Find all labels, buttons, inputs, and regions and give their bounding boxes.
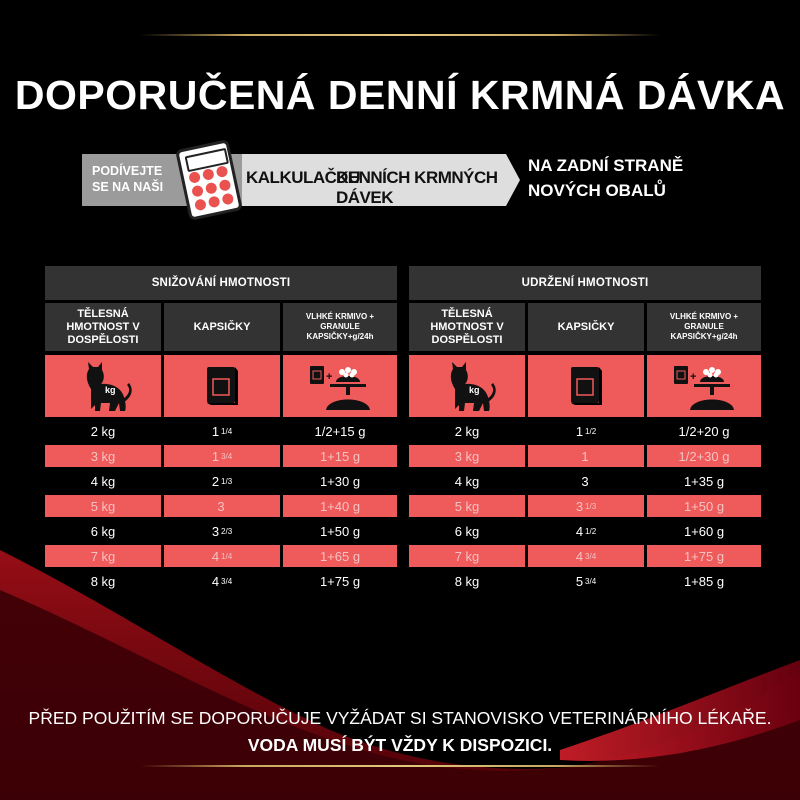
weight-cell: 8 kg bbox=[90, 573, 116, 589]
kg-label: kg bbox=[469, 385, 480, 395]
pouch-cell bbox=[528, 495, 644, 517]
footer-water-notice: VODA MUSÍ BÝT VŽDY K DISPOZICI. bbox=[247, 735, 553, 755]
pouch-cell bbox=[528, 520, 644, 542]
col-header-pouches: KAPSIČKY bbox=[528, 303, 644, 351]
table-row bbox=[409, 495, 761, 517]
table-row bbox=[45, 495, 397, 517]
scale-food-icon bbox=[283, 355, 397, 417]
table-row bbox=[409, 445, 761, 467]
weight-cell: 2 kg bbox=[454, 423, 480, 439]
table-rows bbox=[409, 420, 761, 592]
cat-weight-icon bbox=[409, 355, 525, 417]
mix-cell: 1/2+15 g bbox=[314, 423, 366, 439]
mix-cell: 1+50 g bbox=[319, 523, 361, 539]
table-row bbox=[409, 520, 761, 542]
weight-cell: 7 kg bbox=[45, 545, 161, 567]
mix-cell: 1+65 g bbox=[283, 545, 397, 567]
banner-right-text bbox=[528, 153, 683, 203]
table-row bbox=[45, 570, 397, 592]
banner-right-line2: NOVÝCH OBALŮ bbox=[528, 181, 666, 200]
pouch-fraction: 1/2 bbox=[585, 426, 597, 436]
pouch-whole: 3 bbox=[575, 498, 584, 514]
pouch-whole: 3 bbox=[217, 498, 225, 514]
table-weight-maintenance bbox=[409, 266, 761, 592]
pouch-whole: 4 bbox=[575, 523, 584, 539]
mix-cell: 1+85 g bbox=[683, 573, 725, 589]
pouch-whole: 1 bbox=[211, 448, 220, 464]
pouch-whole: 1 bbox=[575, 423, 584, 439]
mix-cell: 1/2+20 g bbox=[678, 423, 730, 439]
col-header-pouches: KAPSIČKY bbox=[164, 303, 280, 351]
kg-label: kg bbox=[105, 385, 116, 395]
col-header-weight: TĚLESNÁ HMOTNOST V DOSPĚLOSTI bbox=[45, 303, 161, 351]
pouch-fraction: 3/4 bbox=[221, 451, 233, 461]
pouch-whole: 3 bbox=[211, 523, 220, 539]
weight-cell: 5 kg bbox=[409, 495, 525, 517]
pouch-whole: 5 bbox=[575, 573, 584, 589]
table-title: SNIŽOVÁNÍ HMOTNOSTI bbox=[45, 266, 397, 300]
pouch-whole: 4 bbox=[575, 548, 584, 564]
mix-cell: 1+15 g bbox=[283, 445, 397, 467]
table-row bbox=[45, 520, 397, 542]
calculator-icon bbox=[175, 139, 243, 221]
weight-cell: 7 kg bbox=[409, 545, 525, 567]
pouch-whole: 4 bbox=[211, 548, 220, 564]
banner-right-line1: NA ZADNÍ STRANĚ bbox=[528, 156, 684, 175]
pouch-whole: 4 bbox=[211, 573, 220, 589]
pouch-fraction: 3/4 bbox=[585, 551, 597, 561]
pouch-fraction: 1/4 bbox=[221, 551, 233, 561]
page-title: DOPORUČENÁ DENNÍ KRMNÁ DÁVKA bbox=[14, 72, 786, 118]
weight-cell: 2 kg bbox=[90, 423, 116, 439]
calculator-banner bbox=[82, 154, 520, 206]
table-title: UDRŽENÍ HMOTNOSTI bbox=[409, 266, 761, 300]
svg-text:+: + bbox=[690, 371, 697, 383]
pouch-whole: 3 bbox=[581, 473, 589, 489]
table-row bbox=[409, 420, 761, 442]
mix-cell: 1+60 g bbox=[683, 523, 725, 539]
pouch-fraction: 3/4 bbox=[221, 576, 233, 586]
pouch-cell bbox=[164, 445, 280, 467]
pouch-whole: 1 bbox=[211, 423, 220, 439]
pouch-cell bbox=[164, 420, 280, 442]
table-weight-loss bbox=[45, 266, 397, 592]
banner-calculator-word: KALKULAČKU bbox=[246, 168, 360, 187]
pouch-fraction: 2/3 bbox=[221, 526, 233, 536]
pouch-cell bbox=[164, 495, 280, 517]
banner-lead-text: PODÍVEJTE SE NA NAŠI bbox=[92, 164, 164, 194]
pouch-icon bbox=[164, 355, 280, 417]
table-row bbox=[409, 470, 761, 492]
col-header-weight: TĚLESNÁ HMOTNOST V DOSPĚLOSTI bbox=[409, 303, 525, 351]
gold-divider-bottom bbox=[140, 765, 660, 767]
table-row bbox=[409, 570, 761, 592]
col-header-mix: VLHKÉ KRMIVO + GRANULE KAPSIČKY+g/24h bbox=[283, 303, 397, 351]
banner-calculator-rest: DENNÍCH KRMNÝCH DÁVEK bbox=[336, 168, 498, 207]
pouch-cell bbox=[528, 445, 644, 467]
pouch-cell bbox=[528, 570, 644, 592]
svg-text:+: + bbox=[326, 371, 333, 383]
pouch-icon bbox=[528, 355, 644, 417]
table-row bbox=[409, 545, 761, 567]
mix-cell: 1/2+30 g bbox=[647, 445, 761, 467]
mix-cell: 1+35 g bbox=[683, 473, 725, 489]
pouch-whole: 2 bbox=[211, 473, 220, 489]
pouch-fraction: 1/2 bbox=[585, 526, 597, 536]
weight-cell: 8 kg bbox=[454, 573, 480, 589]
pouch-cell bbox=[528, 545, 644, 567]
pouch-fraction: 1/3 bbox=[585, 501, 597, 511]
table-row bbox=[45, 445, 397, 467]
weight-cell: 3 kg bbox=[45, 445, 161, 467]
gold-divider-top bbox=[140, 34, 660, 36]
pouch-whole: 1 bbox=[581, 448, 589, 464]
pouch-cell bbox=[528, 470, 644, 492]
mix-cell: 1+75 g bbox=[647, 545, 761, 567]
table-rows bbox=[45, 420, 397, 592]
mix-cell: 1+50 g bbox=[647, 495, 761, 517]
pouch-cell bbox=[528, 420, 644, 442]
footer-vet-notice: PŘED POUŽITÍM SE DOPORUČUJE VYŽÁDAT SI STANOVISKO VETERINÁRNÍHO LÉKAŘE. bbox=[28, 708, 772, 728]
table-row bbox=[45, 470, 397, 492]
pouch-cell bbox=[164, 470, 280, 492]
weight-cell: 5 kg bbox=[45, 495, 161, 517]
pouch-fraction: 1/4 bbox=[221, 426, 233, 436]
scale-food-icon bbox=[647, 355, 761, 417]
pouch-fraction: 1/3 bbox=[221, 476, 233, 486]
mix-cell: 1+40 g bbox=[283, 495, 397, 517]
weight-cell: 3 kg bbox=[409, 445, 525, 467]
mix-cell: 1+75 g bbox=[319, 573, 361, 589]
cat-weight-icon bbox=[45, 355, 161, 417]
pouch-cell bbox=[164, 570, 280, 592]
weight-cell: 4 kg bbox=[454, 473, 480, 489]
pouch-cell bbox=[164, 520, 280, 542]
col-header-mix: VLHKÉ KRMIVO + GRANULE KAPSIČKY+g/24h bbox=[647, 303, 761, 351]
pouch-fraction: 3/4 bbox=[585, 576, 597, 586]
table-row bbox=[45, 420, 397, 442]
table-row bbox=[45, 545, 397, 567]
weight-cell: 4 kg bbox=[90, 473, 116, 489]
weight-cell: 6 kg bbox=[454, 523, 480, 539]
pouch-cell bbox=[164, 545, 280, 567]
mix-cell: 1+30 g bbox=[319, 473, 361, 489]
weight-cell: 6 kg bbox=[90, 523, 116, 539]
